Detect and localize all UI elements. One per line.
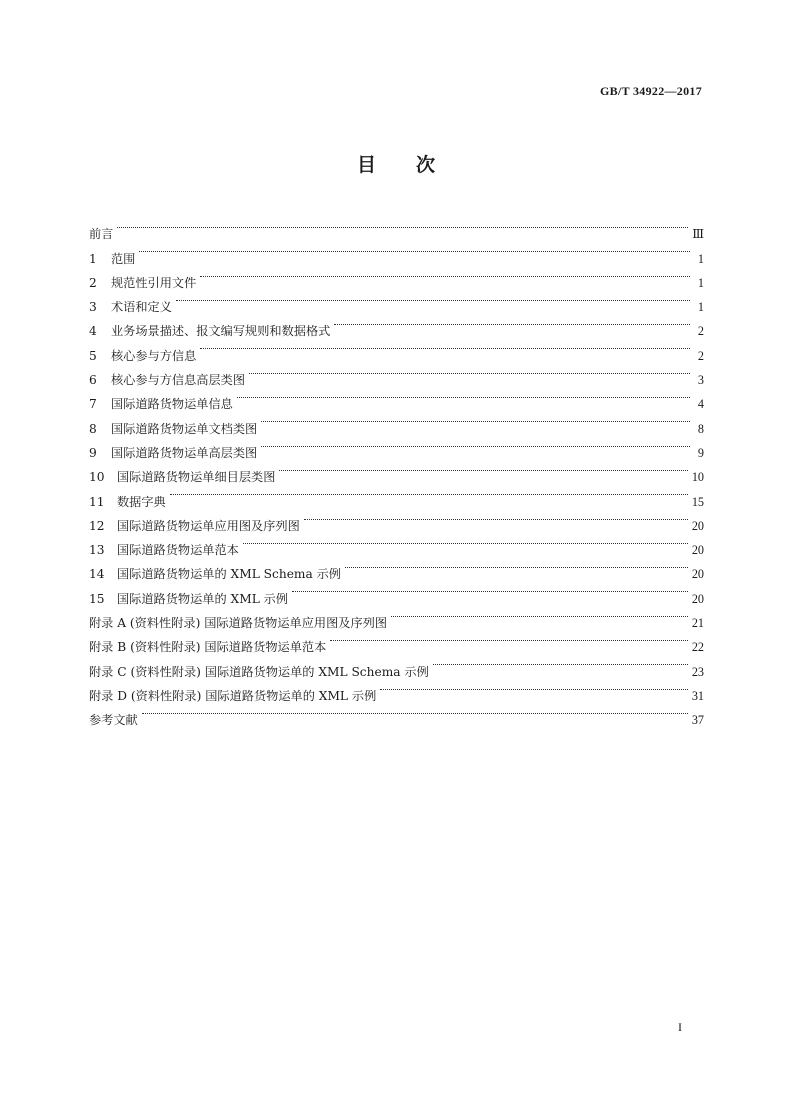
page-title [0, 150, 792, 177]
toc-entry-number: 6 [89, 373, 97, 388]
toc-entry-number: 10 [89, 470, 105, 485]
toc-entry-label: 国际道路货物运单应用图及序列图 [117, 518, 300, 533]
page-title-part2: 次 [416, 154, 436, 176]
toc-entry-page: 1 [697, 251, 704, 266]
toc-entry-label: 业务场景描述、报文编写规则和数据格式 [111, 324, 331, 339]
toc-dot-leader [304, 506, 688, 530]
page-title-part1: 目 [356, 154, 376, 176]
standard-number: GB/T 34922—2017 [600, 84, 702, 98]
toc-entry-page: 9 [697, 445, 704, 460]
table-of-contents [89, 214, 704, 728]
toc-entry-number: 8 [89, 421, 97, 436]
toc-dot-leader [243, 530, 688, 554]
toc-dot-leader [117, 214, 688, 238]
toc-entry-label: 范围 [111, 251, 136, 266]
toc-entry-page: 1 [697, 275, 704, 290]
toc-dot-leader [345, 554, 688, 578]
toc-entry-label: 附录 D (资料性附录) 国际道路货物运单的 XML 示例 [89, 688, 377, 703]
toc-entry-page: Ⅲ [692, 227, 704, 242]
toc-entry[interactable] [89, 700, 704, 728]
toc-entry-number: 4 [89, 324, 97, 339]
toc-dot-leader [170, 481, 688, 505]
toc-dot-leader [330, 627, 688, 651]
toc-dot-leader [279, 457, 687, 481]
toc-dot-leader [200, 335, 690, 359]
toc-entry-page: 2 [697, 348, 704, 363]
toc-dot-leader [176, 287, 690, 311]
toc-entry[interactable] [89, 287, 704, 315]
toc-entry[interactable] [89, 238, 704, 266]
toc-entry-label: 附录 A (资料性附录) 国际道路货物运单应用图及序列图 [89, 616, 388, 631]
toc-entry-page: 37 [691, 713, 704, 728]
toc-entry-page: 23 [691, 664, 704, 679]
toc-dot-leader [380, 676, 688, 700]
toc-entry-page: 20 [691, 543, 704, 558]
toc-entry-page: 8 [697, 421, 704, 436]
toc-entry-label: 核心参与方信息高层类图 [111, 373, 246, 388]
toc-entry-page: 20 [691, 591, 704, 606]
toc-entry[interactable] [89, 481, 704, 509]
toc-entry-page: 3 [697, 373, 704, 388]
toc-entry-label: 术语和定义 [111, 300, 172, 315]
toc-entry-number: 9 [89, 445, 97, 460]
toc-entry[interactable] [89, 311, 704, 339]
toc-entry-label: 数据字典 [117, 494, 166, 509]
toc-dot-leader [139, 238, 690, 262]
toc-dot-leader [391, 603, 688, 627]
page-number: I [678, 1020, 682, 1034]
toc-entry[interactable] [89, 214, 704, 242]
toc-entry-label: 国际道路货物运单范本 [117, 543, 239, 558]
toc-entry-number: 7 [89, 397, 97, 412]
toc-entry-page: 4 [697, 397, 704, 412]
toc-entry[interactable] [89, 263, 704, 290]
toc-dot-leader [237, 384, 690, 408]
toc-dot-leader [200, 263, 690, 287]
toc-entry-label: 附录 C (资料性附录) 国际道路货物运单的 XML Schema 示例 [89, 664, 429, 679]
toc-dot-leader [142, 700, 688, 724]
toc-entry-page: 21 [691, 616, 704, 631]
toc-entry-number: 5 [89, 348, 97, 363]
toc-dot-leader [292, 578, 688, 602]
toc-entry-label: 核心参与方信息 [111, 348, 197, 363]
toc-entry-label: 国际道路货物运单信息 [111, 397, 233, 412]
toc-entry-label: 国际道路货物运单文档类图 [111, 421, 258, 436]
toc-entry-label: 附录 B (资料性附录) 国际道路货物运单范本 [89, 640, 327, 655]
toc-entry[interactable] [89, 506, 704, 533]
toc-entry-page: 22 [691, 640, 704, 655]
toc-dot-leader [249, 360, 690, 384]
toc-entry-number: 12 [89, 518, 105, 533]
toc-entry-label: 国际道路货物运单细目层类图 [117, 470, 276, 485]
toc-entry-page: 10 [691, 470, 704, 485]
toc-entry-number: 3 [89, 300, 97, 315]
toc-entry-label: 参考文献 [89, 713, 138, 728]
toc-dot-leader [261, 433, 690, 457]
toc-entry-number: 14 [89, 567, 105, 582]
toc-entry-number: 1 [89, 251, 97, 266]
toc-dot-leader [433, 651, 688, 675]
toc-entry-label: 国际道路货物运单高层类图 [111, 445, 258, 460]
toc-entry-number: 15 [89, 591, 105, 606]
toc-entry-number: 11 [89, 494, 105, 509]
toc-entry-page: 31 [691, 688, 704, 703]
toc-entry-number: 13 [89, 543, 105, 558]
toc-entry-page: 15 [691, 494, 704, 509]
toc-entry-page: 20 [691, 567, 704, 582]
toc-entry-number: 2 [89, 275, 97, 290]
toc-entry-label: 前言 [89, 227, 114, 242]
toc-entry-label: 国际道路货物运单的 XML Schema 示例 [117, 567, 341, 582]
toc-entry-label: 规范性引用文件 [111, 275, 197, 290]
toc-entry-label: 国际道路货物运单的 XML 示例 [117, 591, 289, 606]
toc-entry-page: 1 [697, 300, 704, 315]
toc-dot-leader [261, 408, 690, 432]
toc-dot-leader [334, 311, 690, 335]
toc-entry-page: 20 [691, 518, 704, 533]
toc-entry-page: 2 [697, 324, 704, 339]
